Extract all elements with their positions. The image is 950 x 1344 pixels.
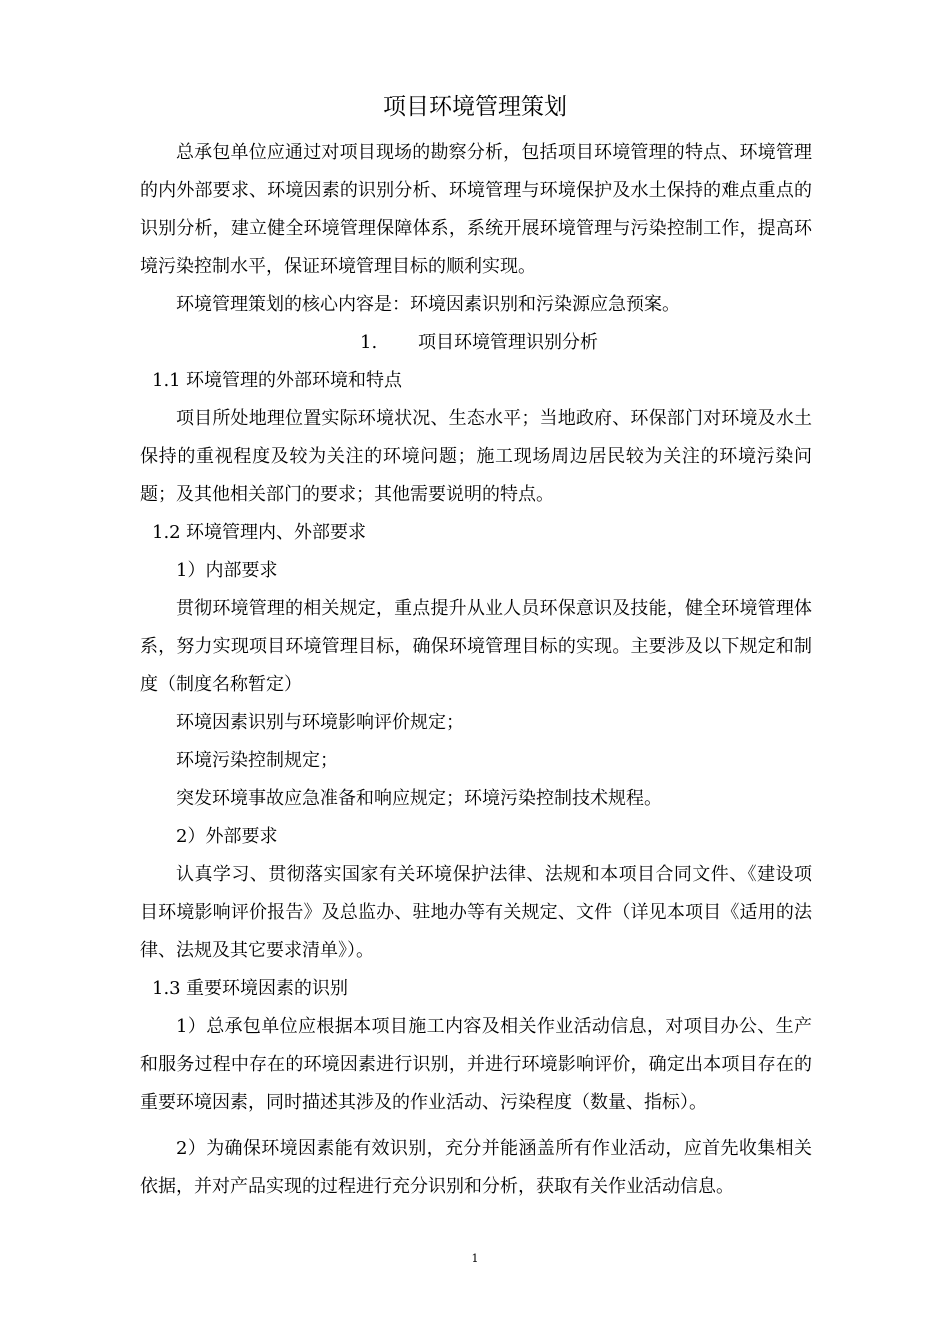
- section-1-1-number: 1.1: [152, 370, 181, 391]
- page-number: 1: [471, 1252, 479, 1265]
- internal-requirements-heading: 1）内部要求: [176, 560, 278, 581]
- external-requirements-heading: 2）外部要求: [176, 826, 278, 847]
- section-1-2-number: 1.2: [152, 522, 181, 543]
- external-requirements-text: 认真学习、贯彻落实国家有关环境保护法律、法规和本项目合同文件、《建设项目环境影响评价报告》及总监办、驻地办等有关规定、文件（详见本项目《适用的法律、法规及其它要求清单》）。: [140, 864, 812, 961]
- section-1-number: 1.: [360, 332, 378, 353]
- section-1-3-item: 2）为确保环境因素能有效识别，充分并能涵盖所有作业活动，应首先收集相关依据，并对产品实现的过程进行充分识别和分析，获取有关作业活动信息。: [140, 1138, 812, 1197]
- section-1-2-title: 环境管理内、外部要求: [186, 522, 366, 543]
- internal-requirements-text: 贯彻环境管理的相关规定，重点提升从业人员环保意识及技能，健全环境管理体系，努力实现项目环境管理目标，确保环境管理目标的实现。主要涉及以下规定和制度（制度名称暂定）: [140, 598, 812, 695]
- section-1-1-text: 项目所处地理位置实际环境状况、生态水平；当地政府、环保部门对环境及水土保持的重视程度及较为关注的环境问题；施工现场周边居民较为关注的环境污染问题；及其他相关部门的要求；其他需要说明的特点。: [140, 408, 812, 505]
- section-1-heading: [140, 324, 812, 362]
- regulation-item: 环境因素识别与环境影响评价规定；: [176, 712, 464, 733]
- regulation-item: 突发环境事故应急准备和响应规定；环境污染控制技术规程。: [176, 788, 662, 809]
- section-1-title: 项目环境管理识别分析: [418, 332, 598, 353]
- section-1-3-title: 重要环境因素的识别: [186, 978, 348, 999]
- section-1-3-item: 1）总承包单位应根据本项目施工内容及相关作业活动信息，对项目办公、生产和服务过程中存在的环境因素进行识别，并进行环境影响评价，确定出本项目存在的重要环境因素，同时描述其涉及的作业活动、污染程度（数量、指标）。: [140, 1016, 812, 1113]
- section-1-1-heading: [140, 362, 812, 400]
- section-1-2-heading: [140, 514, 812, 552]
- section-1-3-number: 1.3: [152, 978, 181, 999]
- section-1-1-title: 环境管理的外部环境和特点: [186, 370, 402, 391]
- document-body: [140, 134, 812, 1206]
- intro-paragraph: 总承包单位应通过对项目现场的勘察分析，包括项目环境管理的特点、环境管理的内外部要求、环境因素的识别分析、环境管理与环境保护及水土保持的难点重点的识别分析，建立健全环境管理保障体系，系统开展环境管理与污染控制工作，提高环境污染控制水平，保证环境管理目标的顺利实现。: [140, 142, 812, 277]
- document-title: 项目环境管理策划: [383, 94, 567, 120]
- regulation-item: 环境污染控制规定；: [176, 750, 338, 771]
- intro-core-content: 环境管理策划的核心内容是：环境因素识别和污染源应急预案。: [176, 294, 680, 315]
- section-1-3-heading: [140, 970, 812, 1008]
